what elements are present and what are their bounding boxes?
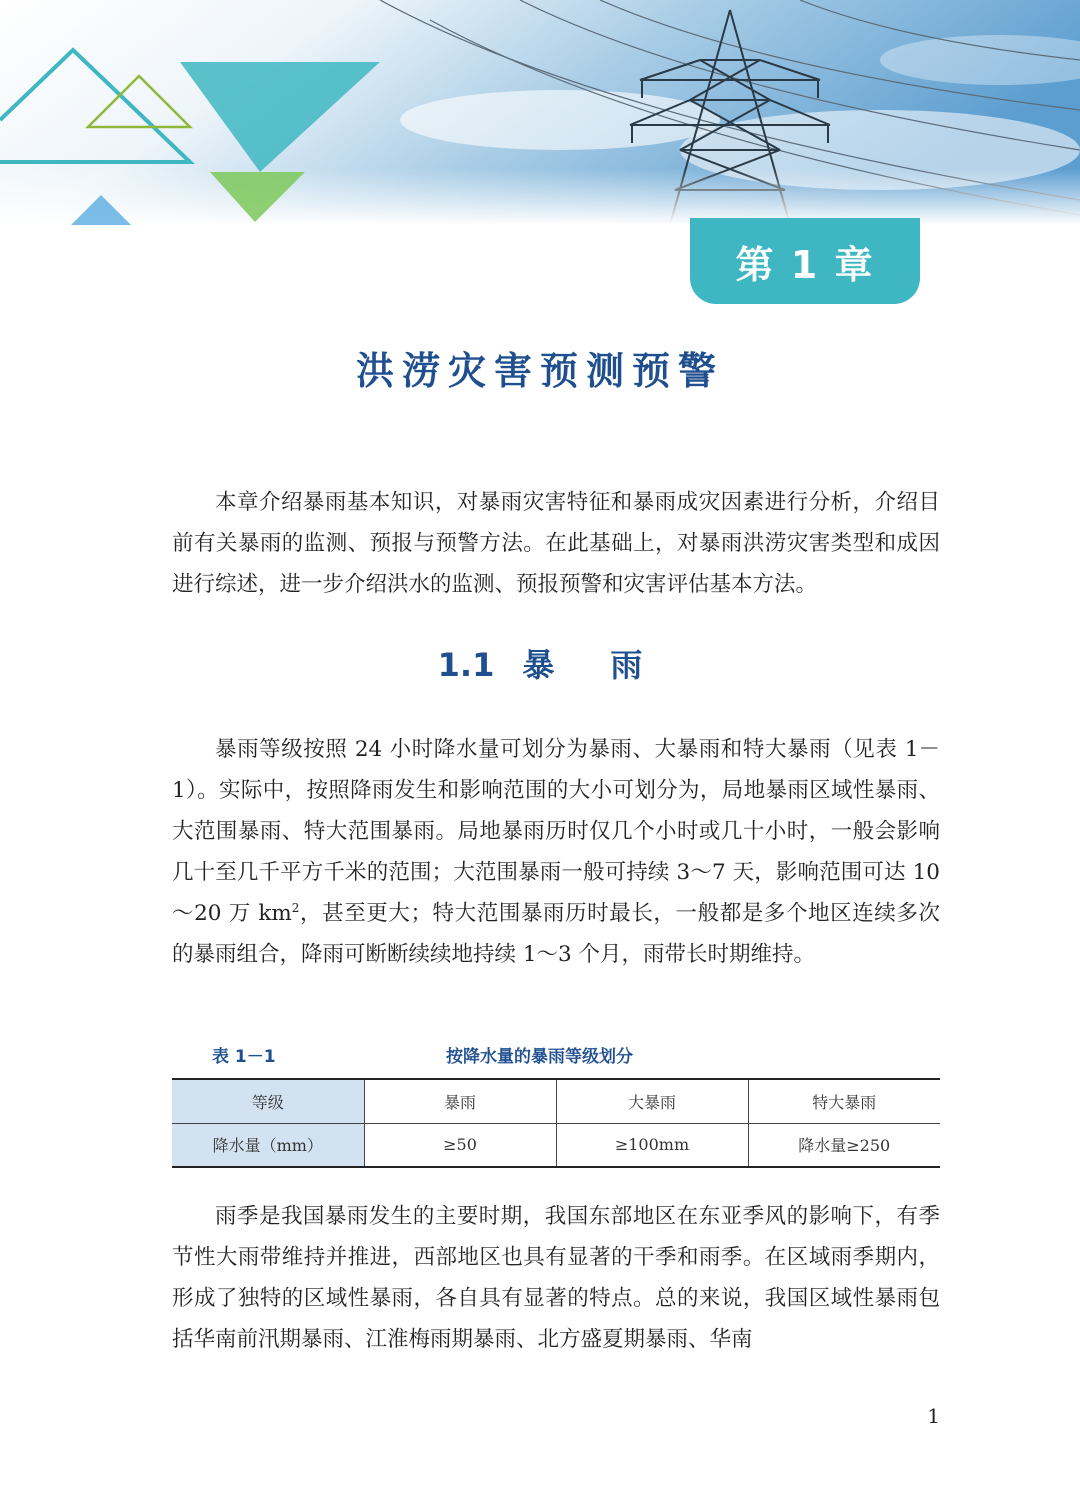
body-paragraph-1-text-a: 暴雨等级按照 24 小时降水量可划分为暴雨、大暴雨和特大暴雨（见表 1－1）。实际中，按照降雨发生和影响范围的大小可划分为，局地暴雨区域性暴雨、大范围暴雨、特大范围暴雨。局地暴雨历时仅几个小时或几十小时，一般会影响几十至几千平方千米的范围；大范围暴雨一般可持续 3～7 天，影响范围可达 10～20 万 km [172,737,940,926]
table-cell: 降水量（mm） [172,1123,364,1167]
table-row [172,1123,940,1167]
chapter-tab: 第 1 章 [690,218,920,304]
table-row [172,1079,940,1123]
header-banner [0,0,1080,225]
table-cell: ≥50 [364,1123,556,1167]
table-caption [172,1042,940,1068]
chapter-title: 洪涝灾害预测预警 [355,349,724,393]
body-paragraph-2: 雨季是我国暴雨发生的主要时期，我国东部地区在东亚季风的影响下，有季节性大雨带维持并推进，西部地区也具有显著的干季和雨季。在区域雨季期内，形成了独特的区域性暴雨，各自具有显著的特点。总的来说，我国区域性暴雨包括华南前汛期暴雨、江淮梅雨期暴雨、北方盛夏期暴雨、华南 [172,1204,940,1352]
page-number: 1 [927,1404,940,1428]
section-number: 1.1 [437,646,495,684]
section-title-char-2: 雨 [610,646,643,684]
table-cell: 等级 [172,1079,364,1123]
table-caption-number: 表 1－1 [212,1047,276,1067]
body-paragraph-1-text-b: ，甚至更大；特大范围暴雨历时最长，一般都是多个地区连续多次的暴雨组合，降雨可断断续续地持续 1～3 个月，雨带长时期维持。 [172,901,940,967]
table-caption-title: 按降水量的暴雨等级划分 [446,1047,633,1067]
section-title-char-1: 暴 [522,646,555,684]
header-illustration [0,0,1080,225]
table-cell: 大暴雨 [556,1079,748,1123]
table-cell: ≥100mm [556,1123,748,1167]
superscript-2: 2 [291,900,300,915]
section-title [0,640,1080,686]
table-cell: 特大暴雨 [748,1079,940,1123]
table-cell: 暴雨 [364,1079,556,1123]
body-paragraph-1 [172,729,940,975]
rainstorm-grade-table [172,1078,940,1168]
table-cell: 降水量≥250 [748,1123,940,1167]
intro-paragraph: 本章介绍暴雨基本知识，对暴雨灾害特征和暴雨成灾因素进行分析，介绍目前有关暴雨的监测、预报与预警方法。在此基础上，对暴雨洪涝灾害类型和成因进行综述，进一步介绍洪水的监测、预报预警和灾害评估基本方法。 [172,490,940,597]
